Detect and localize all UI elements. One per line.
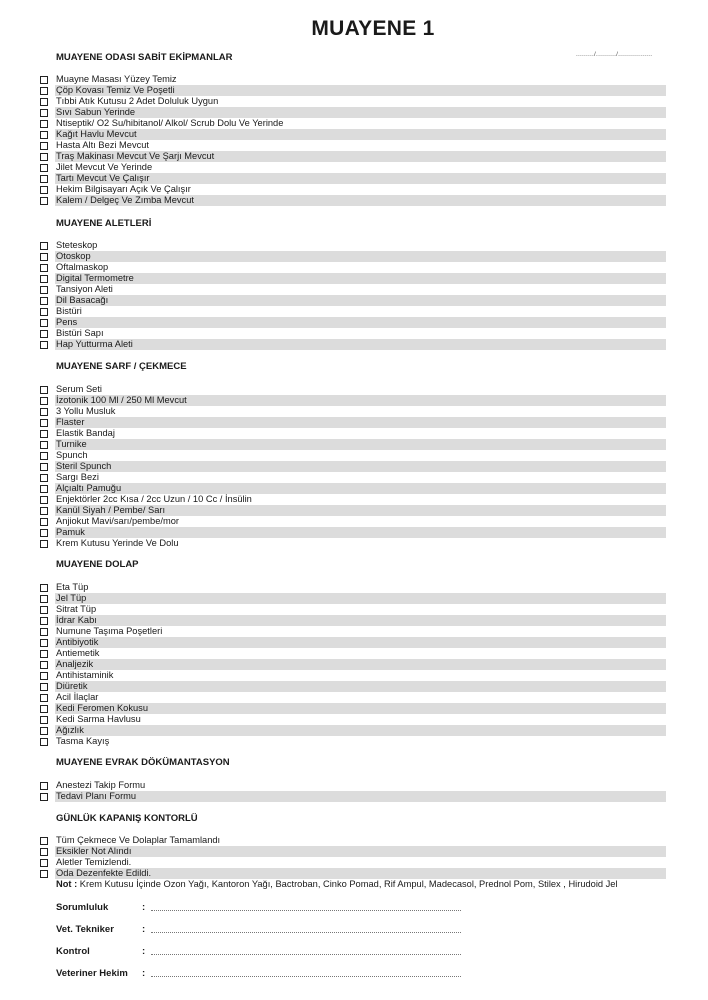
checklist-item: [40, 262, 666, 273]
checkbox[interactable]: [40, 120, 48, 128]
checklist-item: [40, 151, 666, 162]
checkbox[interactable]: [40, 496, 48, 504]
signature-label: Veteriner Hekim: [56, 968, 128, 979]
checkbox[interactable]: [40, 87, 48, 95]
checklist-item: [40, 527, 666, 538]
checklist-item: [40, 593, 666, 604]
signature-colon: :: [142, 946, 146, 957]
section-title: GÜNLÜK KAPANIŞ KONTORLÜ: [56, 813, 198, 824]
checklist-item: [40, 173, 666, 184]
checklist-item: [40, 736, 666, 747]
checklist-item: [40, 284, 666, 295]
checkbox[interactable]: [40, 253, 48, 261]
checklist-item: [40, 195, 666, 206]
checklist-item: [40, 868, 666, 879]
checklist-item: [40, 637, 666, 648]
checklist-item-label: Sitrat Tüp: [56, 604, 97, 614]
checkbox[interactable]: [40, 319, 48, 327]
checklist-item: [40, 317, 666, 328]
checkbox[interactable]: [40, 584, 48, 592]
checklist-item-label: Eksikler Not Alındı: [55, 846, 666, 857]
checkbox[interactable]: [40, 452, 48, 460]
checklist-item-label: Enjektörler 2cc Kısa / 2cc Uzun / 10 Cc / İnsülin: [56, 494, 252, 504]
checklist-item-label: Jilet Mevcut Ve Yerinde: [56, 162, 153, 172]
note-text: Krem Kutusu İçinde Ozon Yağı, Kantoron Yağı, Bactroban, Cinko Pomad, Rif Ampul, Madecasol, Prednol Pom, Stilex , Hirudoid Jel: [79, 879, 618, 889]
checklist-item: [40, 74, 666, 85]
checklist-item-label: Ağızlık: [55, 725, 666, 736]
checkbox[interactable]: [40, 485, 48, 493]
checklist-item: [40, 140, 666, 151]
checkbox[interactable]: [40, 738, 48, 746]
checkbox[interactable]: [40, 186, 48, 194]
checklist-item-label: Anjiokut Mavi/sarı/pembe/mor: [56, 516, 179, 526]
signature-line[interactable]: [151, 954, 461, 955]
checklist-item-label: Anestezi Takip Formu: [56, 780, 146, 790]
checklist-item-label: Kanül Siyah / Pembe/ Sarı: [55, 505, 666, 516]
checklist-item-label: Serum Seti: [56, 384, 102, 394]
signature-colon: :: [142, 968, 146, 979]
checklist-item: [40, 461, 666, 472]
checklist-item-label: Kağıt Havlu Mevcut: [55, 129, 666, 140]
checklist-item: [40, 107, 666, 118]
checkbox[interactable]: [40, 164, 48, 172]
checkbox[interactable]: [40, 330, 48, 338]
checklist-item: [40, 714, 666, 725]
checklist-item: [40, 703, 666, 714]
checklist-item: [40, 395, 666, 406]
section-title: MUAYENE ALETLERİ: [56, 218, 152, 229]
checklist-item-label: Krem Kutusu Yerinde Ve Dolu: [56, 538, 179, 548]
signature-colon: :: [142, 902, 146, 913]
checklist-item-label: Tasma Kayış: [56, 736, 110, 746]
checklist-item-label: Alçıaltı Pamuğu: [55, 483, 666, 494]
checklist-item: [40, 339, 666, 350]
checklist-item: [40, 604, 666, 615]
checklist-item: [40, 648, 666, 659]
checkbox[interactable]: [40, 694, 48, 702]
checklist-item: [40, 659, 666, 670]
checklist-item-label: İdrar Kabı: [55, 615, 666, 626]
checklist-item-label: Aletler Temizlendi.: [56, 857, 132, 867]
checkbox[interactable]: [40, 672, 48, 680]
checklist-item: [40, 406, 666, 417]
checkbox[interactable]: [40, 474, 48, 482]
signature-line[interactable]: [151, 910, 461, 911]
signature-row: [56, 968, 466, 980]
signature-label: Kontrol: [56, 946, 90, 957]
checklist-item: [40, 118, 666, 129]
checkbox[interactable]: [40, 197, 48, 205]
date-field[interactable]: ........./........../.................: [576, 51, 653, 58]
checkbox[interactable]: [40, 518, 48, 526]
checklist-item-label: Steril Spunch: [55, 461, 666, 472]
checklist-item-label: Hasta Altı Bezi Mevcut: [56, 140, 150, 150]
checkbox[interactable]: [40, 705, 48, 713]
checklist-item-label: Kedi Feromen Kokusu: [55, 703, 666, 714]
checkbox[interactable]: [40, 341, 48, 349]
checkbox[interactable]: [40, 76, 48, 84]
checkbox[interactable]: [40, 529, 48, 537]
checklist-item-label: Tüm Çekmece Ve Dolaplar Tamamlandı: [56, 835, 221, 845]
checklist-item-label: Tıbbi Atık Kutusu 2 Adet Doluluk Uygun: [56, 96, 219, 106]
checklist-item: [40, 626, 666, 637]
checkbox[interactable]: [40, 859, 48, 867]
checklist-item-label: Otoskop: [55, 251, 666, 262]
page-title: MUAYENE 1: [311, 17, 435, 40]
checkbox[interactable]: [40, 650, 48, 658]
checklist-item-label: Muayne Masası Yüzey Temiz: [56, 74, 177, 84]
checklist-item: [40, 384, 666, 395]
checklist-item: [40, 780, 666, 791]
checklist-item: [40, 96, 666, 107]
checklist-item: [40, 846, 666, 857]
checklist-item-label: Bistüri: [56, 306, 82, 316]
checklist-item-label: Digital Termometre: [55, 273, 666, 284]
signature-label: Vet. Tekniker: [56, 924, 114, 935]
checklist-item: [40, 791, 666, 802]
checklist-item-label: Bistüri Sapı: [56, 328, 104, 338]
checklist-item: [40, 306, 666, 317]
checkbox[interactable]: [40, 463, 48, 471]
checklist-item-label: Turnike: [55, 439, 666, 450]
checklist-item: [40, 428, 666, 439]
checklist-item-label: Spunch: [56, 450, 88, 460]
checkbox[interactable]: [40, 507, 48, 515]
checklist-item-label: Acil İlaçlar: [56, 692, 99, 702]
checklist-item: [40, 692, 666, 703]
checklist-item: [40, 328, 666, 339]
checklist-item-label: Antiemetik: [56, 648, 100, 658]
checklist-item-label: Hap Yutturma Aleti: [55, 339, 666, 350]
checklist-item: [40, 240, 666, 251]
checkbox[interactable]: [40, 683, 48, 691]
checkbox[interactable]: [40, 617, 48, 625]
checkbox[interactable]: [40, 661, 48, 669]
signature-line[interactable]: [151, 976, 461, 977]
note-label: Not :: [56, 879, 78, 889]
checklist-item-label: Antibiyotik: [55, 637, 666, 648]
checkbox[interactable]: [40, 109, 48, 117]
checklist-item: [40, 483, 666, 494]
checkbox[interactable]: [40, 793, 48, 801]
checkbox[interactable]: [40, 98, 48, 106]
checkbox[interactable]: [40, 397, 48, 405]
section-title: MUAYENE SARF / ÇEKMECE: [56, 361, 187, 372]
checklist-item: [40, 85, 666, 96]
checkbox[interactable]: [40, 308, 48, 316]
checkbox[interactable]: [40, 782, 48, 790]
checklist-item-label: Tedavi Planı Formu: [55, 791, 666, 802]
section-title: MUAYENE DOLAP: [56, 559, 139, 570]
checklist-item-label: Flaster: [55, 417, 666, 428]
signature-row: [56, 924, 466, 936]
checkbox[interactable]: [40, 297, 48, 305]
checklist-item-label: Sargı Bezi: [56, 472, 99, 482]
checkbox[interactable]: [40, 540, 48, 548]
checkbox[interactable]: [40, 142, 48, 150]
checkbox[interactable]: [40, 639, 48, 647]
checkbox[interactable]: [40, 286, 48, 294]
checklist-item-label: Çöp Kovası Temiz Ve Poşetli: [55, 85, 666, 96]
checkbox[interactable]: [40, 606, 48, 614]
checklist-item: [40, 494, 666, 505]
checklist-item: [40, 615, 666, 626]
checkbox[interactable]: [40, 419, 48, 427]
checkbox[interactable]: [40, 386, 48, 394]
checklist-item-label: Numune Taşıma Poşetleri: [56, 626, 163, 636]
signature-label: Sorumluluk: [56, 902, 109, 913]
checklist-item: [40, 450, 666, 461]
checklist-item-label: Hekim Bilgisayarı Açık Ve Çalışır: [56, 184, 191, 194]
checklist-item: [40, 295, 666, 306]
checkbox[interactable]: [40, 870, 48, 878]
section-title: MUAYENE EVRAK DÖKÜMANTASYON: [56, 757, 230, 768]
checkbox[interactable]: [40, 848, 48, 856]
checklist-item-label: Jel Tüp: [55, 593, 666, 604]
checklist-item: [40, 439, 666, 450]
checklist-item-label: 3 Yollu Musluk: [56, 406, 116, 416]
checklist-item-label: Pamuk: [55, 527, 666, 538]
checkbox[interactable]: [40, 727, 48, 735]
checklist-item-label: Steteskop: [56, 240, 98, 250]
checkbox[interactable]: [40, 716, 48, 724]
checkbox[interactable]: [40, 408, 48, 416]
checklist-item-label: Traş Makinası Mevcut Ve Şarjı Mevcut: [55, 151, 666, 162]
checklist-item: [40, 273, 666, 284]
checklist-item: [40, 251, 666, 262]
checkbox[interactable]: [40, 595, 48, 603]
checklist-item-label: Diüretik: [55, 681, 666, 692]
checklist-item: [40, 417, 666, 428]
checklist-item: [40, 129, 666, 140]
checklist-item: [40, 505, 666, 516]
checklist-item-label: Tansiyon Aleti: [56, 284, 113, 294]
checklist-item: [40, 725, 666, 736]
checklist-item-label: İzotonik 100 Ml / 250 Ml Mevcut: [55, 395, 666, 406]
signature-row: [56, 946, 466, 958]
checklist-item-label: Oda Dezenfekte Edildi.: [55, 868, 666, 879]
section-title: MUAYENE ODASI SABİT EKİPMANLAR: [56, 52, 233, 63]
checkbox[interactable]: [40, 441, 48, 449]
signature-line[interactable]: [151, 932, 461, 933]
checkbox[interactable]: [40, 430, 48, 438]
checklist-item: [40, 516, 666, 527]
checklist-item: [40, 184, 666, 195]
checklist-item-label: Eta Tüp: [56, 582, 89, 592]
checklist-item-label: Elastik Bandaj: [56, 428, 115, 438]
checklist-item: [40, 681, 666, 692]
checkbox[interactable]: [40, 175, 48, 183]
checklist-item: [40, 670, 666, 681]
checklist-item-label: Kalem / Delgeç Ve Zımba Mevcut: [55, 195, 666, 206]
checkbox[interactable]: [40, 153, 48, 161]
checklist-item: [40, 162, 666, 173]
checklist-item-label: Dil Basacağı: [55, 295, 666, 306]
signature-colon: :: [142, 924, 146, 935]
checklist-item-label: Oftalmaskop: [56, 262, 109, 272]
signature-row: [56, 902, 466, 914]
checkbox[interactable]: [40, 275, 48, 283]
checkbox[interactable]: [40, 242, 48, 250]
checklist-item: [40, 857, 666, 868]
checklist-item-label: Pens: [55, 317, 666, 328]
checkbox[interactable]: [40, 837, 48, 845]
checklist-item-label: Sıvı Sabun Yerinde: [55, 107, 666, 118]
checkbox[interactable]: [40, 264, 48, 272]
checklist-item-label: Ntiseptik/ O2 Su/hibitanol/ Alkol/ Scrub Dolu Ve Yerinde: [56, 118, 284, 128]
checklist-item: [40, 582, 666, 593]
checklist-item: [40, 538, 666, 549]
checklist-item: [40, 835, 666, 846]
checklist-item-label: Analjezik: [55, 659, 666, 670]
checklist-item: [40, 472, 666, 483]
note: [56, 879, 618, 890]
checklist-item-label: Tartı Mevcut Ve Çalışır: [55, 173, 666, 184]
checklist-item-label: Antihistaminik: [56, 670, 114, 680]
checklist-item-label: Kedi Sarma Havlusu: [56, 714, 141, 724]
checkbox[interactable]: [40, 131, 48, 139]
checkbox[interactable]: [40, 628, 48, 636]
